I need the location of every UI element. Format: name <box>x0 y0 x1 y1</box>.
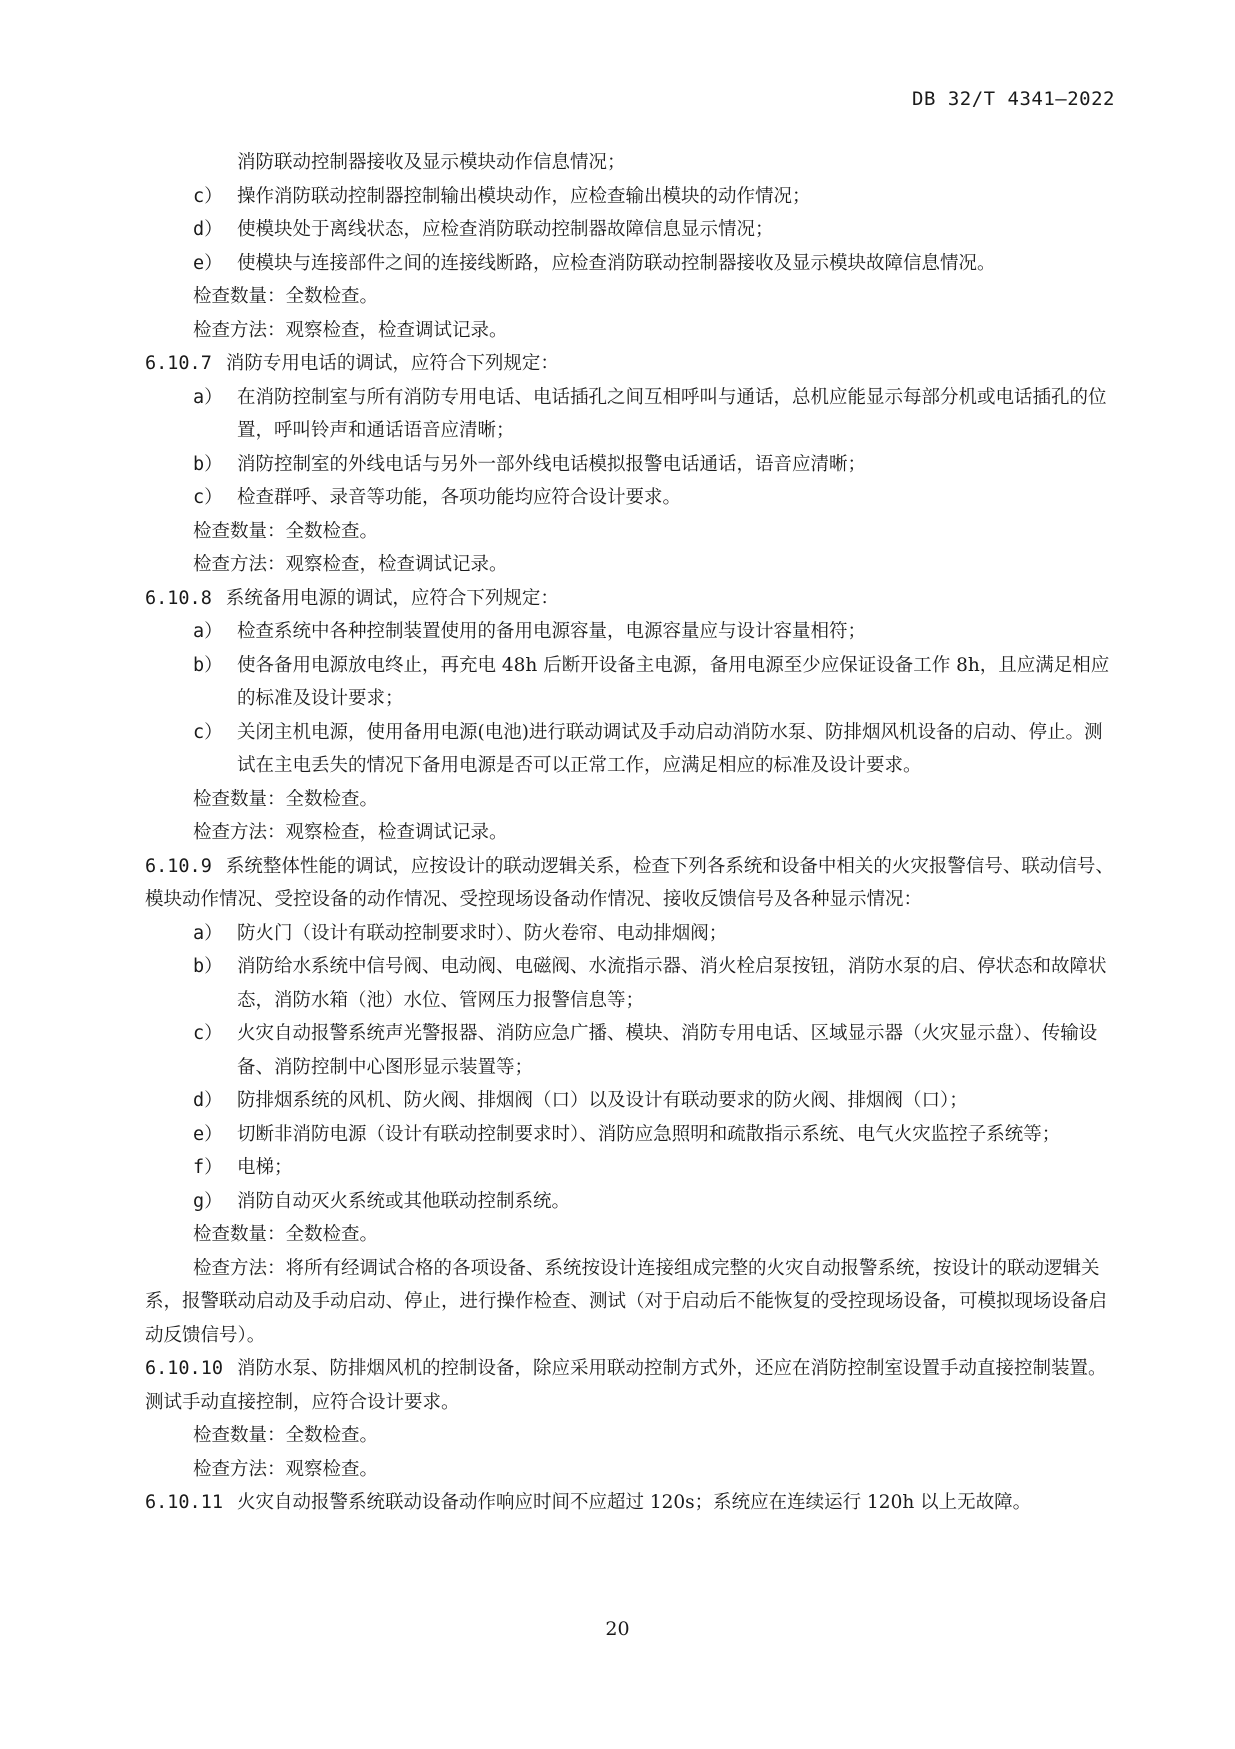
item-label: b） <box>193 956 223 977</box>
inspection-method: 检查方法：观察检查，检查调试记录。 <box>193 822 508 843</box>
item-text: 检查系统中各种控制装置使用的备用电源容量，电源容量应与设计容量相符； <box>237 621 867 642</box>
item-label: c） <box>193 487 223 508</box>
list-item <box>145 917 1115 951</box>
item-text: 在消防控制室与所有消防专用电话、电话插孔之间互相呼叫与通话，总机应能显示每部分机或电话插孔的位置，呼叫铃声和通话语音应清晰； <box>237 386 1107 441</box>
item-text: 火灾自动报警系统声光警报器、消防应急广播、模块、消防专用电话、区域显示器（火灾显示盘）、传输设备、消防控制中心图形显示装置等； <box>237 1023 1098 1078</box>
clause-number: 6.10.7 <box>145 353 212 374</box>
inspection-method: 检查方法：观察检查，检查调试记录。 <box>193 319 508 341</box>
clause-text: 消防水泵、防排烟风机的控制设备，除应采用联动控制方式外，还应在消防控制室设置手动直接控制装置。测试手动直接控制，应符合设计要求。 <box>145 1358 1107 1413</box>
clause-text: 系统备用电源的调试，应符合下列规定： <box>225 587 559 609</box>
list-item <box>145 1151 1115 1185</box>
item-text: 关闭主机电源，使用备用电源(电池)进行联动调试及手动启动消防水泵、防排烟风机设备的启动、停止。测试在主电丢失的情况下备用电源是否可以正常工作，应满足相应的标准及设计要求。 <box>237 721 1103 776</box>
clause-number: 6.10.11 <box>145 1492 223 1513</box>
item-text: 防排烟系统的风机、防火阀、排烟阀（口）以及设计有联动要求的防火阀、排烟阀（口）； <box>237 1090 968 1111</box>
item-label: g） <box>193 1190 223 1212</box>
clause-6-10-9 <box>145 850 1115 917</box>
list-item <box>145 213 1115 247</box>
page-body <box>145 146 1115 1520</box>
list-item <box>145 481 1115 515</box>
clause-6-10-8 <box>145 582 1115 616</box>
item-text: 使模块与连接部件之间的连接线断路，应检查消防联动控制器接收及显示模块故障信息情况。 <box>237 252 996 274</box>
item-text: 防火门（设计有联动控制要求时）、防火卷帘、电动排烟阀； <box>237 922 728 944</box>
item-label: b） <box>193 654 223 676</box>
clause-text: 火灾自动报警系统联动设备动作响应时间不应超过 120s；系统应在连续运行 120h 以上无故障。 <box>236 1492 1032 1513</box>
inspection-method: 检查方法：将所有经调试合格的各项设备、系统按设计连接组成完整的火灾自动报警系统，按设计的联动逻辑关系，报警联动启动及手动启动、停止，进行操作检查、测试（对于启动后不能恢复的受控现场设备，可模拟现场设备启动反馈信号）。 <box>145 1257 1108 1346</box>
item-label: a） <box>193 922 223 944</box>
item-label: b） <box>193 453 223 475</box>
clause-number: 6.10.8 <box>145 587 212 609</box>
list-item <box>145 448 1115 482</box>
item-label: d） <box>193 1090 223 1111</box>
item-text: 检查群呼、录音等功能，各项功能均应符合设计要求。 <box>237 487 682 508</box>
clause-6-10-10 <box>145 1352 1115 1419</box>
clause-number: 6.10.9 <box>145 855 212 877</box>
item-text: 切断非消防电源（设计有联动控制要求时）、消防应急照明和疏散指示系统、电气火灾监控子系统等； <box>237 1123 1061 1145</box>
item-text: 消防自动灭火系统或其他联动控制系统。 <box>237 1190 571 1212</box>
inspection-method: 检查方法：观察检查。 <box>193 1458 379 1480</box>
list-item <box>145 1017 1115 1084</box>
list-item <box>145 180 1115 214</box>
list-item <box>145 247 1115 281</box>
inspection-quantity: 检查数量：全数检查。 <box>193 788 379 810</box>
item-label: c） <box>193 721 223 743</box>
list-item <box>145 649 1115 716</box>
list-item <box>145 615 1115 649</box>
item-label: c） <box>193 1023 223 1044</box>
document-code: DB 32/T 4341—2022 <box>912 88 1115 110</box>
item-text: 电梯； <box>237 1157 293 1178</box>
item-label: c） <box>193 185 223 207</box>
item-label: d） <box>193 219 223 240</box>
clause-6-10-7 <box>145 347 1115 381</box>
item-text: 消防控制室的外线电话与另外一部外线电话模拟报警电话通话，语音应清晰； <box>237 453 867 475</box>
item-label: f） <box>193 1157 223 1178</box>
page-number: 20 <box>605 1618 630 1640</box>
list-item <box>145 950 1115 1017</box>
inspection-quantity: 检查数量：全数检查。 <box>193 1224 379 1245</box>
clause-number: 6.10.10 <box>145 1358 223 1379</box>
inspection-quantity: 检查数量：全数检查。 <box>193 520 379 542</box>
list-item <box>145 381 1115 448</box>
list-item <box>145 1084 1115 1118</box>
list-item <box>145 1118 1115 1152</box>
inspection-quantity: 检查数量：全数检查。 <box>193 1425 379 1446</box>
item-text: 使模块处于离线状态，应检查消防联动控制器故障信息显示情况； <box>237 219 774 240</box>
clause-6-10-11 <box>145 1486 1115 1520</box>
item-label: e） <box>193 1123 223 1145</box>
inspection-quantity: 检查数量：全数检查。 <box>193 286 379 307</box>
item-label: a） <box>193 621 223 642</box>
item-text: 使各备用电源放电终止，再充电 48h 后断开设备主电源，备用电源至少应保证设备工作 8h，且应满足相应的标准及设计要求； <box>237 654 1110 709</box>
item-label: a） <box>193 386 223 408</box>
inspection-method: 检查方法：观察检查，检查调试记录。 <box>193 554 508 575</box>
list-item <box>145 1185 1115 1219</box>
list-item <box>145 716 1115 783</box>
item-label: e） <box>193 252 223 274</box>
item-text: 操作消防联动控制器控制输出模块动作，应检查输出模块的动作情况； <box>237 185 811 207</box>
item-text: 消防给水系统中信号阀、电动阀、电磁阀、水流指示器、消火栓启泵按钮，消防水泵的启、停状态和故障状态，消防水箱（池）水位、管网压力报警信息等； <box>237 956 1107 1011</box>
clause-text: 消防专用电话的调试，应符合下列规定： <box>225 353 559 374</box>
clause-text: 系统整体性能的调试，应按设计的联动逻辑关系，检查下列各系统和设备中相关的火灾报警信号、联动信号、模块动作情况、受控设备的动作情况、受控现场设备动作情况、接收反馈信号及各种显示情况： <box>145 855 1114 910</box>
continuation-line: 消防联动控制器接收及显示模块动作信息情况； <box>237 152 626 173</box>
